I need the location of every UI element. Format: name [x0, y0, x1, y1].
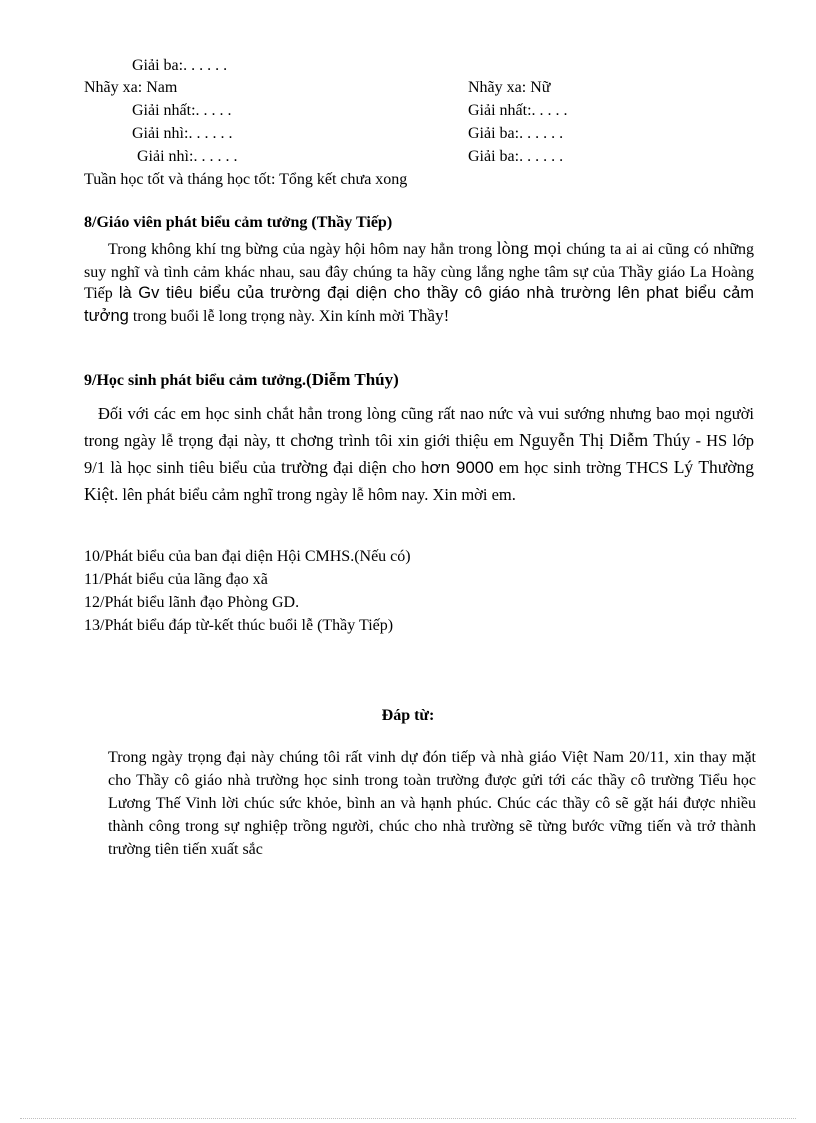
- text-run: giáo La Hoàng Tiếp: [84, 263, 755, 302]
- section8-speaker: (Thầy Tiếp): [307, 214, 393, 231]
- text-run: trình tôi xin giới thiệu em: [333, 431, 519, 450]
- list-item: 12/Phát biểu lãnh đạo Phòng GD.: [84, 594, 300, 611]
- text-run: ầy: [636, 261, 653, 281]
- list-item: 13/Phát biểu đáp từ-kết thúc buổi lễ (Thầy Tiếp): [84, 617, 394, 634]
- text-run: lòng mọi: [496, 238, 562, 258]
- section9-paragraph: [84, 400, 754, 508]
- award-right-item: Giải ba:. . . . . .: [468, 125, 564, 142]
- text-run: chơng: [290, 430, 334, 450]
- text-run: Thầy!: [408, 305, 450, 325]
- section9-heading: [84, 370, 399, 391]
- text-run: trong buổi lễ long trọng này. Xin kính mời: [128, 307, 409, 325]
- section8-heading: [84, 213, 392, 233]
- section9-speaker: (Diễm Thúy): [306, 370, 399, 389]
- list-item: 11/Phát biểu của lãng đạo xã: [84, 571, 268, 588]
- text-run: Trong không khí tng bừng của ngày hội hôm nay hẳn trong: [108, 241, 497, 258]
- text-run: Lý Thường Kiệt: [84, 457, 754, 504]
- text-run: Nguyễn Thị Diễm Thúy: [518, 430, 691, 450]
- text-run: là Gv tiêu biểu của trường đại diện cho thầy cô giáo nhà trường lên phat biểu cảm tưởng: [84, 284, 755, 325]
- text-run: em học sinh trờng THCS: [493, 458, 674, 477]
- award-left-header: Nhãy xa: Nam: [84, 79, 178, 96]
- page-bottom-rule: [20, 1118, 796, 1119]
- award-left-item: Giải nhì:. . . . . .: [137, 148, 238, 165]
- section8-title: 8/Giáo viên phát biểu cảm tưởng: [84, 214, 308, 231]
- award-summary: Tuần học tốt và tháng học tốt: Tổng kết chưa xong: [84, 171, 408, 188]
- award-right-item: Giải nhất:. . . . .: [468, 102, 568, 119]
- text-run: chúng ta ai ai cũng có những suy nghĩ và tình cảm khác nhau, sau đây chúng ta hãy cùng lắng nghe tâm sự của Th: [84, 241, 754, 281]
- text-run: . lên phát biểu cảm nghĩ trong ngày lễ hôm nay. Xin mời em.: [114, 485, 516, 504]
- award-top-line: Giải ba:. . . . . .: [132, 57, 228, 74]
- text-run: đại diện cho h: [327, 458, 430, 477]
- award-right-item: Giải ba:. . . . . .: [468, 148, 564, 165]
- award-left-item: Giải nhì:. . . . . .: [132, 125, 233, 142]
- award-left-item: Giải nhất:. . . . .: [132, 102, 232, 119]
- list-item: 10/Phát biểu của ban đại diện Hội CMHS.(Nếu có): [84, 548, 411, 565]
- closing-heading: Đáp từ:: [381, 707, 435, 724]
- text-run: trường: [280, 457, 328, 477]
- text-run: ơn 9000: [429, 458, 494, 477]
- award-right-header: Nhãy xa: Nữ: [468, 79, 551, 96]
- text-run: là học sinh tiêu biểu của: [105, 458, 281, 477]
- section8-paragraph: [84, 238, 754, 327]
- section9-title: 9/Học sinh phát biểu cảm tưởng.: [84, 372, 307, 389]
- closing-paragraph: Trong ngày trọng đại này chúng tôi rất vinh dự đón tiếp và nhà giáo Việt Nam 20/11, xin thay mặt cho Thầy cô giáo nhà trường học sinh trong toàn trường được gửi tới các thầy cô trường Tiểu học Lương Thế Vinh lời chúc sức khỏe, bình an và hạnh phúc. Chúc các thầy cô sẽ gặt hái được nhiều thành công trong sự nghiệp trồng người, chúc cho nhà trường sẽ từng bước vững tiến và trở thành trường tiên tiến xuất sắc: [108, 749, 756, 858]
- text-run: - HS lớp 9/1: [84, 431, 754, 477]
- text-run: Đối với các em học sinh chắt hẳn trong lòng cũng rất nao nức và vui sướng nhưng bao mọi người trong ngày lễ trọng đại này, tt: [84, 404, 754, 450]
